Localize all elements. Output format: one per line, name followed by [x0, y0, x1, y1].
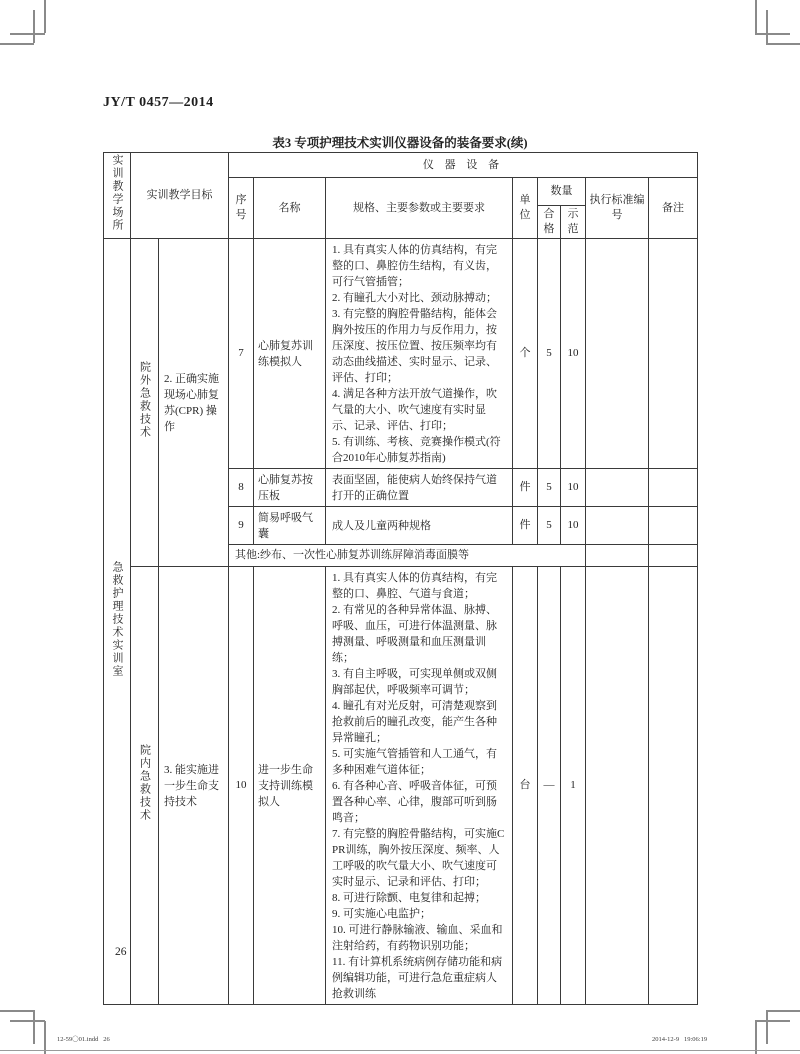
crop-mark-bottom-left — [33, 1010, 35, 1044]
other-items-cell: 其他:纱布、一次性心肺复苏训练屏障消毒面膜等 — [229, 545, 586, 567]
crop-mark-top-right — [766, 43, 800, 45]
venue-label: 急救护理技术实训室 — [111, 560, 124, 678]
print-footer-left: 12-59〇01.indd 26 — [57, 1036, 110, 1043]
goal-outside-cell: 2. 正确实施现场心肺复苏(CPR) 操作 — [159, 239, 229, 567]
row10-seq: 10 — [229, 567, 254, 1005]
row8-seq: 8 — [229, 469, 254, 507]
table-row — [104, 239, 698, 469]
row8-demonstration: 10 — [561, 469, 586, 507]
row8-remarks — [649, 469, 698, 507]
row8-qualified: 5 — [538, 469, 561, 507]
header-name-cell: 名称 — [254, 178, 326, 239]
row7-seq: 7 — [229, 239, 254, 469]
row10-unit: 台 — [513, 567, 538, 1005]
row9-spec: 成人及儿童两种规格 — [326, 507, 513, 545]
table-title: 表3 专项护理技术实训仪器设备的装备要求(续) — [272, 136, 528, 150]
header-spec-cell: 规格、主要参数或主要要求 — [326, 178, 513, 239]
crop-mark-bottom-right — [755, 1020, 790, 1022]
row9-qualified: 5 — [538, 507, 561, 545]
sub-venue-outside-label: 院外急救技术 — [138, 361, 151, 439]
page-number: 26 — [115, 946, 127, 958]
row8-standard-no — [586, 469, 649, 507]
row9-remarks — [649, 507, 698, 545]
row9-unit: 件 — [513, 507, 538, 545]
goal-inside-cell: 3. 能实施进一步生命支持技术 — [159, 567, 229, 1005]
other-standard-no — [586, 545, 649, 567]
row8-name: 心肺复苏按压板 — [254, 469, 326, 507]
header-remarks-cell: 备注 — [649, 178, 698, 239]
header-standard-no-cell: 执行标准编号 — [586, 178, 649, 239]
row9-seq: 9 — [229, 507, 254, 545]
crop-mark-top-right — [766, 10, 768, 43]
crop-mark-bottom-right — [766, 1010, 800, 1012]
row8-spec: 表面坚固，能使病人始终保持气道打开的正确位置 — [326, 469, 513, 507]
header-venue-label: 实训教学场所 — [111, 154, 124, 232]
header-quantity-cell: 数量 — [538, 178, 586, 206]
row7-remarks — [649, 239, 698, 469]
row10-remarks — [649, 567, 698, 1005]
header-demonstration-cell: 示范 — [561, 206, 586, 239]
row7-unit: 个 — [513, 239, 538, 469]
doc-code: JY/T 0457—2014 — [103, 95, 214, 110]
row10-qualified: — — [538, 567, 561, 1005]
header-venue-cell — [104, 153, 131, 239]
row9-demonstration: 10 — [561, 507, 586, 545]
row7-standard-no — [586, 239, 649, 469]
crop-mark-top-left — [33, 10, 35, 43]
row10-demonstration: 1 — [561, 567, 586, 1005]
venue-cell — [104, 239, 131, 1005]
bottom-trim-line — [0, 1050, 800, 1051]
sub-venue-inside-cell — [131, 567, 159, 1005]
row7-name: 心肺复苏训练模拟人 — [254, 239, 326, 469]
row10-spec: 1. 具有真实人体的仿真结构，有完整的口、鼻腔、气道与食道； 2. 有常见的各种异常体温、脉搏、呼吸、血压，可进行体温测量、脉搏测量、呼吸测量和血压测量训练； 3. 有自主呼吸，可实现单侧或双侧胸部起伏，呼吸频率可调节； 4. 瞳孔有对光反射，可清楚观察到抢救前后的瞳孔改变，能产生各种异常瞳孔； 5. 可实施气管插管和人工通气，有多种困难气道体征； 6. 有各种心音、呼吸音体征，可预置各种心率、心律，腹部可听到肠鸣音； 7. 有完整的胸腔骨骼结构，可实施CPR训练，胸外按压深度、频率、人工呼吸的吹气量大小、吹气速度可实时显示、记录和评估、打印； 8. 可进行除颤、电复律和起搏； 9. 可实施心电监护； 10. 可进行静脉输液、输血、采血和注射给药，有药物识别功能； 11. 有计算机系统病例存储功能和病例编辑功能，可进行急危重症病人抢救训练 — [326, 567, 513, 1005]
row10-name: 进一步生命支持训练模拟人 — [254, 567, 326, 1005]
row7-qualified: 5 — [538, 239, 561, 469]
header-seq-cell: 序号 — [229, 178, 254, 239]
row9-name: 简易呼吸气囊 — [254, 507, 326, 545]
row8-unit: 件 — [513, 469, 538, 507]
header-equipment-group-cell: 仪 器 设 备 — [229, 153, 698, 178]
header-unit-cell: 单位 — [513, 178, 538, 239]
equipment-requirements-table — [103, 152, 698, 1005]
sub-venue-inside-label: 院内急救技术 — [138, 744, 151, 822]
crop-mark-bottom-left — [10, 1020, 45, 1022]
table-row — [104, 567, 698, 1005]
crop-mark-bottom-left — [0, 1010, 34, 1012]
crop-mark-top-left — [10, 33, 45, 35]
row7-demonstration: 10 — [561, 239, 586, 469]
row9-standard-no — [586, 507, 649, 545]
header-qualified-cell: 合格 — [538, 206, 561, 239]
crop-mark-top-left — [44, 0, 46, 33]
row7-spec: 1. 具有真实人体的仿真结构，有完整的口、鼻腔仿生结构，有义齿，可行气管插管； 2. 有瞳孔大小对比、颈动脉搏动； 3. 有完整的胸腔骨骼结构，能体会胸外按压的作用力与反作用力，按压深度、按压位置、按压频率均有动态曲线描述、实时显示、记录、评估、打印； 4. 满足各种方法开放气道操作，吹气量的大小、吹气速度有实时显示、记录、评估、打印； 5. 有训练、考核、竞赛操作模式(符合2010年心肺复苏指南) — [326, 239, 513, 469]
header-goal-cell: 实训教学目标 — [131, 153, 229, 239]
print-footer-right: 2014-12-9 19:06:19 — [652, 1036, 708, 1043]
crop-mark-top-left — [0, 43, 34, 45]
crop-mark-top-right — [755, 33, 790, 35]
other-remarks — [649, 545, 698, 567]
sub-venue-outside-cell — [131, 239, 159, 567]
crop-mark-bottom-right — [766, 1010, 768, 1044]
crop-mark-top-right — [755, 0, 757, 33]
row10-standard-no — [586, 567, 649, 1005]
